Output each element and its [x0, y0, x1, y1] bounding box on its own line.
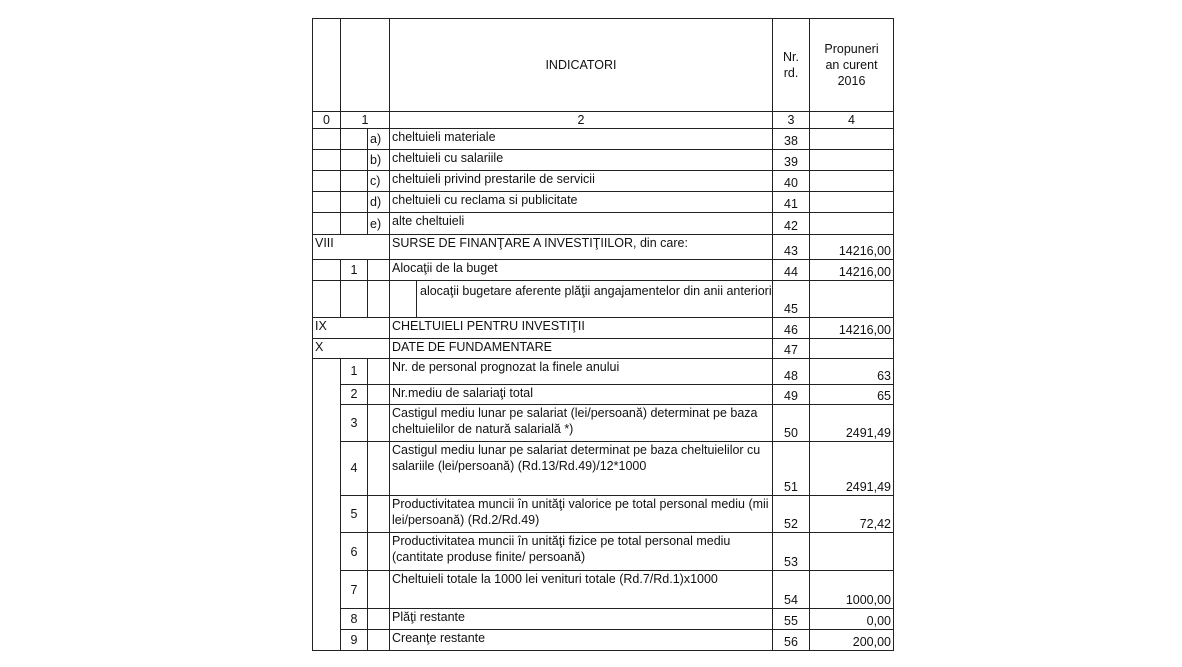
header-blank-0 — [313, 19, 341, 112]
row-rd: 54 — [773, 571, 810, 609]
table-row-43 — [313, 234, 894, 259]
row-label: cheltuieli cu reclama si publicitate — [390, 192, 773, 213]
header-nr-line1: Nr. — [783, 49, 799, 64]
row-label: CHELTUIELI PENTRU INVESTIŢII — [390, 318, 773, 339]
row-rd: 53 — [773, 532, 810, 570]
header-prop-line2: an curent — [825, 57, 878, 72]
table-row-42 — [313, 213, 894, 234]
row-value: 14216,00 — [810, 318, 894, 339]
table-row-51 — [313, 442, 894, 495]
row-value: 63 — [810, 358, 894, 384]
row-letter: b) — [368, 150, 390, 171]
row-value: 14216,00 — [810, 234, 894, 259]
row-rd: 42 — [773, 213, 810, 234]
row-rd: 50 — [773, 404, 810, 441]
table-row-49 — [313, 384, 894, 404]
row-value: 2491,49 — [810, 404, 894, 441]
table-row-50 — [313, 404, 894, 441]
row-index: 8 — [341, 609, 368, 629]
row-value — [810, 128, 894, 149]
header-prop-line1: Propuneri — [824, 41, 879, 56]
row-value: 0,00 — [810, 609, 894, 629]
header-indicatori: INDICATORI — [390, 19, 773, 112]
column-number-row — [313, 111, 894, 128]
row-value — [810, 339, 894, 358]
row-label: cheltuieli materiale — [390, 128, 773, 149]
row-label: alte cheltuieli — [390, 213, 773, 234]
row-index: 1 — [341, 358, 368, 384]
row-index: 2 — [341, 384, 368, 404]
row-rd: 40 — [773, 171, 810, 192]
table-row-41 — [313, 192, 894, 213]
row-value: 200,00 — [810, 629, 894, 650]
row-value: 72,42 — [810, 495, 894, 532]
row-rd: 45 — [773, 280, 810, 317]
row-value — [810, 150, 894, 171]
col-number-0: 0 — [313, 111, 341, 128]
row-label: DATE DE FUNDAMENTARE — [390, 339, 773, 358]
row-index: 6 — [341, 532, 368, 570]
row-label: Productivitatea muncii în unităţi fizice pe total personal mediu (cantitate produse finite/ persoană) — [390, 532, 773, 570]
row-label: Alocaţii de la buget — [390, 259, 773, 280]
table-row-44 — [313, 259, 894, 280]
col-number-2: 2 — [390, 111, 773, 128]
row-value — [810, 213, 894, 234]
row-rd: 47 — [773, 339, 810, 358]
row-index: 3 — [341, 404, 368, 441]
row-label: cheltuieli cu salariile — [390, 150, 773, 171]
header-nr-line2: rd. — [783, 65, 799, 80]
table-row-54 — [313, 571, 894, 609]
header-propuneri — [810, 19, 894, 112]
row-label: Castigul mediu lunar pe salariat determinat pe baza cheltuielilor cu salariile (lei/persoană) (Rd.13/Rd.49)/12*1000 — [390, 442, 773, 495]
table-row-40 — [313, 171, 894, 192]
header-prop-line3: 2016 — [837, 73, 866, 88]
col-number-1: 1 — [341, 111, 390, 128]
row-letter: d) — [368, 192, 390, 213]
row-roman: IX — [313, 318, 341, 339]
table-row-52 — [313, 495, 894, 532]
table-row-48 — [313, 358, 894, 384]
row-value: 14216,00 — [810, 259, 894, 280]
section-x-blank — [313, 358, 341, 650]
table-row-39 — [313, 150, 894, 171]
row-value — [810, 532, 894, 570]
row-label: SURSE DE FINANŢARE A INVESTIŢIILOR, din care: — [390, 234, 773, 259]
indicators-table — [312, 18, 894, 651]
row-letter: c) — [368, 171, 390, 192]
row-label: Castigul mediu lunar pe salariat (lei/persoană) determinat pe baza cheltuielilor de natură salarială *) — [390, 404, 773, 441]
table-row-45 — [313, 280, 894, 317]
row-index: 5 — [341, 495, 368, 532]
row-value: 2491,49 — [810, 442, 894, 495]
row-rd: 52 — [773, 495, 810, 532]
row-value: 65 — [810, 384, 894, 404]
row-index: 1 — [341, 259, 368, 280]
row-label: Cheltuieli totale la 1000 lei venituri totale (Rd.7/Rd.1)x1000 — [390, 571, 773, 609]
row-rd: 39 — [773, 150, 810, 171]
row-label: Nr.mediu de salariaţi total — [390, 384, 773, 404]
row-rd: 48 — [773, 358, 810, 384]
row-roman: VIII — [313, 234, 341, 259]
col-number-3: 3 — [773, 111, 810, 128]
row-rd: 49 — [773, 384, 810, 404]
header-row — [313, 19, 894, 112]
row-rd: 41 — [773, 192, 810, 213]
header-nr-rd — [773, 19, 810, 112]
row-label: alocaţii bugetare aferente plăţii angajamentelor din anii anteriori — [416, 281, 772, 317]
row-label: Plăţi restante — [390, 609, 773, 629]
row-index: 9 — [341, 629, 368, 650]
row-rd: 43 — [773, 234, 810, 259]
row-label-cell — [390, 280, 773, 317]
row-value — [810, 192, 894, 213]
row-rd: 38 — [773, 128, 810, 149]
row-label: Creanţe restante — [390, 629, 773, 650]
table-row-56 — [313, 629, 894, 650]
row-value: 1000,00 — [810, 571, 894, 609]
table-row-55 — [313, 609, 894, 629]
table-row-53 — [313, 532, 894, 570]
row-letter: a) — [368, 128, 390, 149]
row-label: Productivitatea muncii în unităţi valorice pe total personal mediu (mii lei/persoană) (Rd.2/Rd.49) — [390, 495, 773, 532]
header-blank-1 — [341, 19, 390, 112]
table-row-47 — [313, 339, 894, 358]
row-label: Nr. de personal prognozat la finele anului — [390, 358, 773, 384]
row-rd: 46 — [773, 318, 810, 339]
row-rd: 51 — [773, 442, 810, 495]
row-index: 4 — [341, 442, 368, 495]
row-rd: 44 — [773, 259, 810, 280]
row-index: 7 — [341, 571, 368, 609]
col-number-4: 4 — [810, 111, 894, 128]
row-rd: 55 — [773, 609, 810, 629]
table-row-46 — [313, 318, 894, 339]
row-roman: X — [313, 339, 341, 358]
row-value — [810, 280, 894, 317]
row-value — [810, 171, 894, 192]
row-letter: e) — [368, 213, 390, 234]
row-label: cheltuieli privind prestarile de servicii — [390, 171, 773, 192]
row-rd: 56 — [773, 629, 810, 650]
table-row-38 — [313, 128, 894, 149]
